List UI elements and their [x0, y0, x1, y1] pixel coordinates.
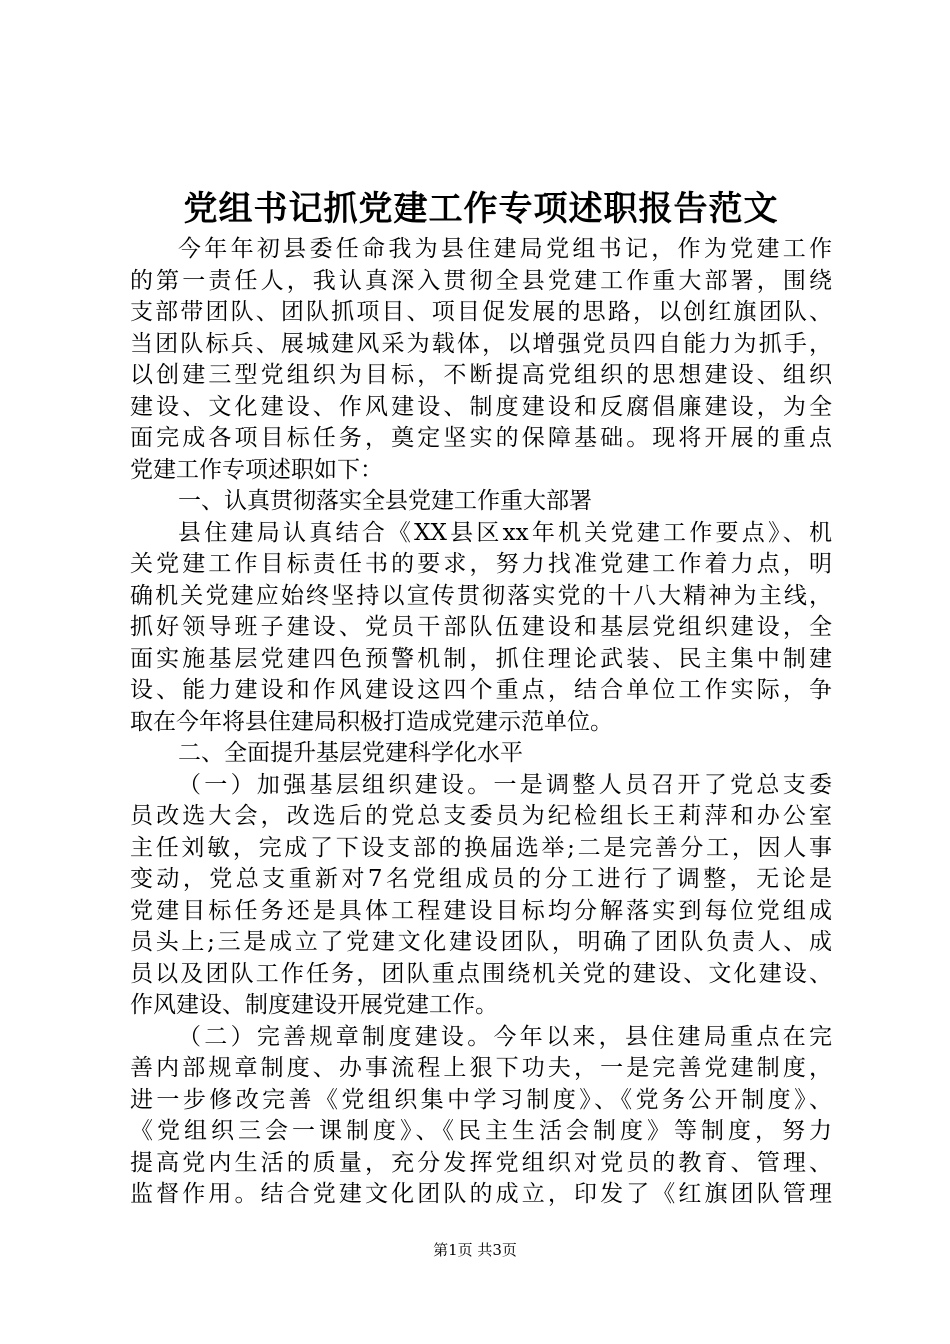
paragraph-line: 建设、文化建设、作风建设、制度建设和反腐倡廉建设，为全: [130, 393, 832, 420]
paragraph-line: 以创建三型党组织为目标，不断提高党组织的思想建设、组织: [130, 362, 832, 388]
paragraph-line: （一）加强基层组织建设。一是调整人员召开了党总支委: [178, 771, 832, 798]
paragraph-line: 关党建工作目标责任书的要求，努力找准党建工作着力点，明: [130, 551, 832, 577]
paragraph-line: 面完成各项目标任务，奠定坚实的保障基础。现将开展的重点: [130, 425, 832, 451]
paragraph-line: 员改选大会，改选后的党总支委员为纪检组长王莉萍和办公室: [130, 803, 832, 829]
page-number: 第1页: [433, 1241, 473, 1259]
paragraph-line: 县住建局认真结合《XX县区xx年机关党建工作要点》、机: [178, 519, 832, 546]
paragraph-line: 今年年初县委任命我为县住建局党组书记，作为党建工作: [178, 236, 832, 262]
paragraph-line: 提高党内生活的质量，充分发挥党组织对党员的教育、管理、: [130, 1149, 832, 1176]
paragraph-line: 进一步修改完善《党组织集中学习制度》、《党务公开制度》、: [130, 1086, 832, 1113]
paragraph-line: 《党组织三会一课制度》、《民主生活会制度》等制度，努力: [130, 1118, 832, 1144]
paragraph-line: 面实施基层党建四色预警机制，抓住理论武装、民主集中制建: [130, 645, 832, 672]
paragraph-line: 变动，党总支重新对7名党组成员的分工进行了调整，无论是: [130, 866, 832, 892]
paragraph-line: 当团队标兵、展城建风采为载体，以增强党员四自能力为抓手，: [130, 330, 832, 357]
document-title: 党组书记抓党建工作专项述职报告范文: [183, 189, 779, 229]
document-body: [130, 234, 832, 1211]
page-total: 共3页: [477, 1241, 517, 1259]
paragraph-line: 确机关党建应始终坚持以宣传贯彻落实党的十八大精神为主线，: [130, 582, 832, 609]
section-heading: 二、全面提升基层党建科学化水平: [178, 740, 523, 766]
paragraph-line: 监督作用。结合党建文化团队的成立，印发了《红旗团队管理: [130, 1181, 832, 1207]
paragraph-line: 取在今年将县住建局积极打造成党建示范单位。: [130, 708, 613, 735]
paragraph-line: 主任刘敏，完成了下设支部的换届选举;二是完善分工，因人事: [130, 834, 832, 861]
paragraph-line: 员头上;三是成立了党建文化建设团队，明确了团队负责人、成: [130, 929, 832, 955]
page-footer: [0, 1240, 950, 1260]
section-heading: 一、认真贯彻落实全县党建工作重大部署: [178, 488, 592, 514]
paragraph-line: 党建目标任务还是具体工程建设目标均分解落实到每位党组成: [130, 897, 832, 924]
paragraph-line: 抓好领导班子建设、党员干部队伍建设和基层党组织建设，全: [130, 614, 832, 640]
paragraph-line: （二）完善规章制度建设。今年以来，县住建局重点在完: [178, 1023, 832, 1050]
paragraph-line: 设、能力建设和作风建设这四个重点，结合单位工作实际，争: [130, 677, 832, 703]
paragraph-line: 支部带团队、团队抓项目、项目促发展的思路，以创红旗团队、: [130, 299, 832, 325]
paragraph-line: 的第一责任人，我认真深入贯彻全县党建工作重大部署，围绕: [130, 267, 832, 294]
paragraph-line: 善内部规章制度、办事流程上狠下功夫，一是完善党建制度，: [130, 1055, 832, 1081]
paragraph-line: 作风建设、制度建设开展党建工作。: [130, 992, 498, 1018]
paragraph-line: 员以及团队工作任务，团队重点围绕机关党的建设、文化建设、: [130, 960, 832, 987]
paragraph-line: 党建工作专项述职如下：: [130, 456, 383, 483]
